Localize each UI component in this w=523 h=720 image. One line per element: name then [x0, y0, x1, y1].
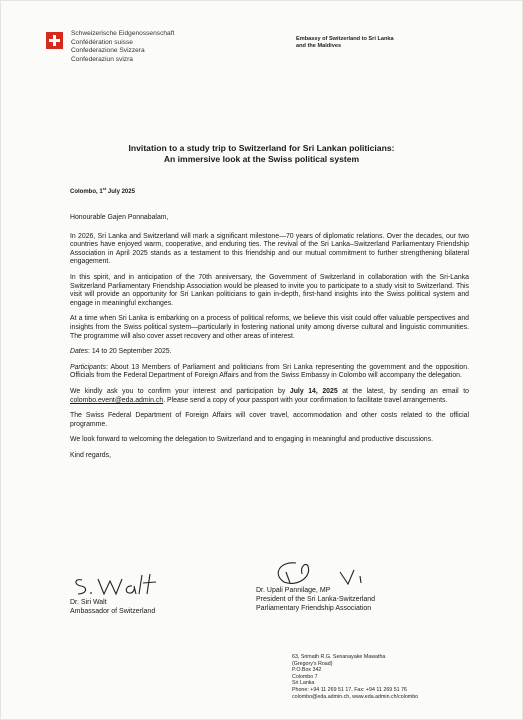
address-line: Phone: +94 11 269 51 17, Fax: +94 11 269 51 76 [292, 686, 407, 693]
address-line: (Gregory's Road) [292, 660, 333, 667]
embassy-address [292, 654, 418, 700]
address-line: 63, Srimath R.G. Senanayake Mawatha [292, 654, 386, 660]
email-link[interactable]: colombo.event@eda.admin.ch [70, 396, 164, 404]
title-line: Invitation to a study trip to Switzerland for Sri Lankan politicians: [128, 143, 395, 153]
letter-title [40, 143, 483, 165]
title-line: An immersive look at the Swiss political system [163, 154, 360, 164]
confirm-before: We kindly ask you to confirm your interest and participation by [70, 387, 290, 395]
embassy-line: Embassy of Switzerland to Sri Lanka [296, 36, 394, 42]
confirm-after: . Please send a copy of your passport with your confirmation to facilitate travel arrangements. [163, 396, 448, 404]
signatory-ambassador [70, 572, 180, 616]
confederation-names [71, 30, 174, 64]
confederation-name-it: Confederazione Svizzera [71, 47, 145, 55]
signatory-name: Dr. Upali Pannilage, MP [256, 587, 331, 594]
paragraph-invitation: In this spirit, and in anticipation of the 70th anniversary, the Government of Switzerland in collaboration with the Sri-Lanka Switzerland Parliamentary Friendship Association would be pleased to invite you to participate to a study visit to Switzerland. This visit will provide an opportunity for Sri Lankan politicians to gain in-depth, first-hand insights into the Swiss political system and engage in meaningful exchanges. [70, 273, 469, 307]
signatory-title: Parliamentary Friendship Association [256, 605, 372, 612]
paragraph-anniversary: In 2026, Sri Lanka and Switzerland will mark a significant milestone—70 years of diplomatic relations. Over the decades, our two countries have enjoyed warm, cooperative, and enduring ties. The revival of the Sri Lanka–Switzerland Parliamentary Friendship Association in April 2025 stands as a testament to this friendship and our mutual commitment to further strengthening bilateral engagement. [70, 232, 469, 266]
embassy-name [296, 36, 394, 50]
signatory-mp [256, 572, 396, 613]
embassy-line: and the Maldives [296, 43, 342, 49]
paragraph-participants [70, 364, 469, 381]
letter-date: Colombo, 1st July 2025 [70, 186, 135, 195]
confirm-deadline: July 14, 2025 [289, 387, 338, 395]
paragraph-costs: The Swiss Federal Department of Foreign Affairs will cover travel, accommodation and other costs related to the official programme. [70, 412, 469, 428]
dates-label: Dates [70, 348, 89, 356]
signatory-title: President of the Sri Lanka-Switzerland [256, 596, 376, 603]
dates-text: : 14 to 20 September 2025. [88, 348, 172, 356]
signatory-name: Dr. Siri Walt [70, 599, 107, 606]
participants-text: : About 13 Members of Parliament and politicians from Sri Lanka representing the government and the opposition. Officials from the Federal Department of Foreign Affairs and from the Swiss Embassy in Colombo will accompany the delegation. [70, 363, 469, 380]
swiss-flag-icon [46, 32, 63, 49]
ambassador-signature [70, 572, 180, 598]
signatory-title: Ambassador of Switzerland [70, 608, 156, 615]
paragraph-dates [70, 348, 469, 357]
letterhead [46, 30, 493, 90]
confederation-name-fr: Confédération suisse [71, 38, 133, 46]
paragraph-closing: We look forward to welcoming the delegation to Switzerland and to engaging in meaningful and productive discussions. [70, 436, 433, 444]
letter-body [70, 214, 469, 467]
address-line: Sri Lanka [292, 680, 315, 687]
salutation: Honourable Gajen Ponnabalam, [70, 214, 169, 221]
address-line: colombo@eda.admin.ch, www.eda.admin.ch/colombo [292, 693, 419, 700]
signature-block [70, 572, 490, 632]
paragraph-reforms: At a time when Sri Lanka is embarking on a process of political reforms, we believe this visit could offer valuable perspectives and insights from the Swiss political system—particularly in fostering national unity among diverse cultural and linguistic communities. The programme will also cover asset recovery and other areas of interest. [70, 315, 469, 340]
mp-signature [256, 560, 396, 586]
confederation-name-rm: Confederaziun svizra [71, 55, 133, 63]
paragraph-confirm [70, 388, 469, 405]
confederation-name-de: Schweizerische Eidgenossenschaft [71, 30, 175, 37]
address-line: Colombo 7 [292, 673, 318, 680]
confirm-middle: at the latest, by sending an email to [337, 387, 469, 395]
kind-regards: Kind regards, [70, 451, 111, 459]
address-line: P.O.Box 342 [292, 667, 322, 674]
participants-label: Participants [70, 363, 107, 371]
